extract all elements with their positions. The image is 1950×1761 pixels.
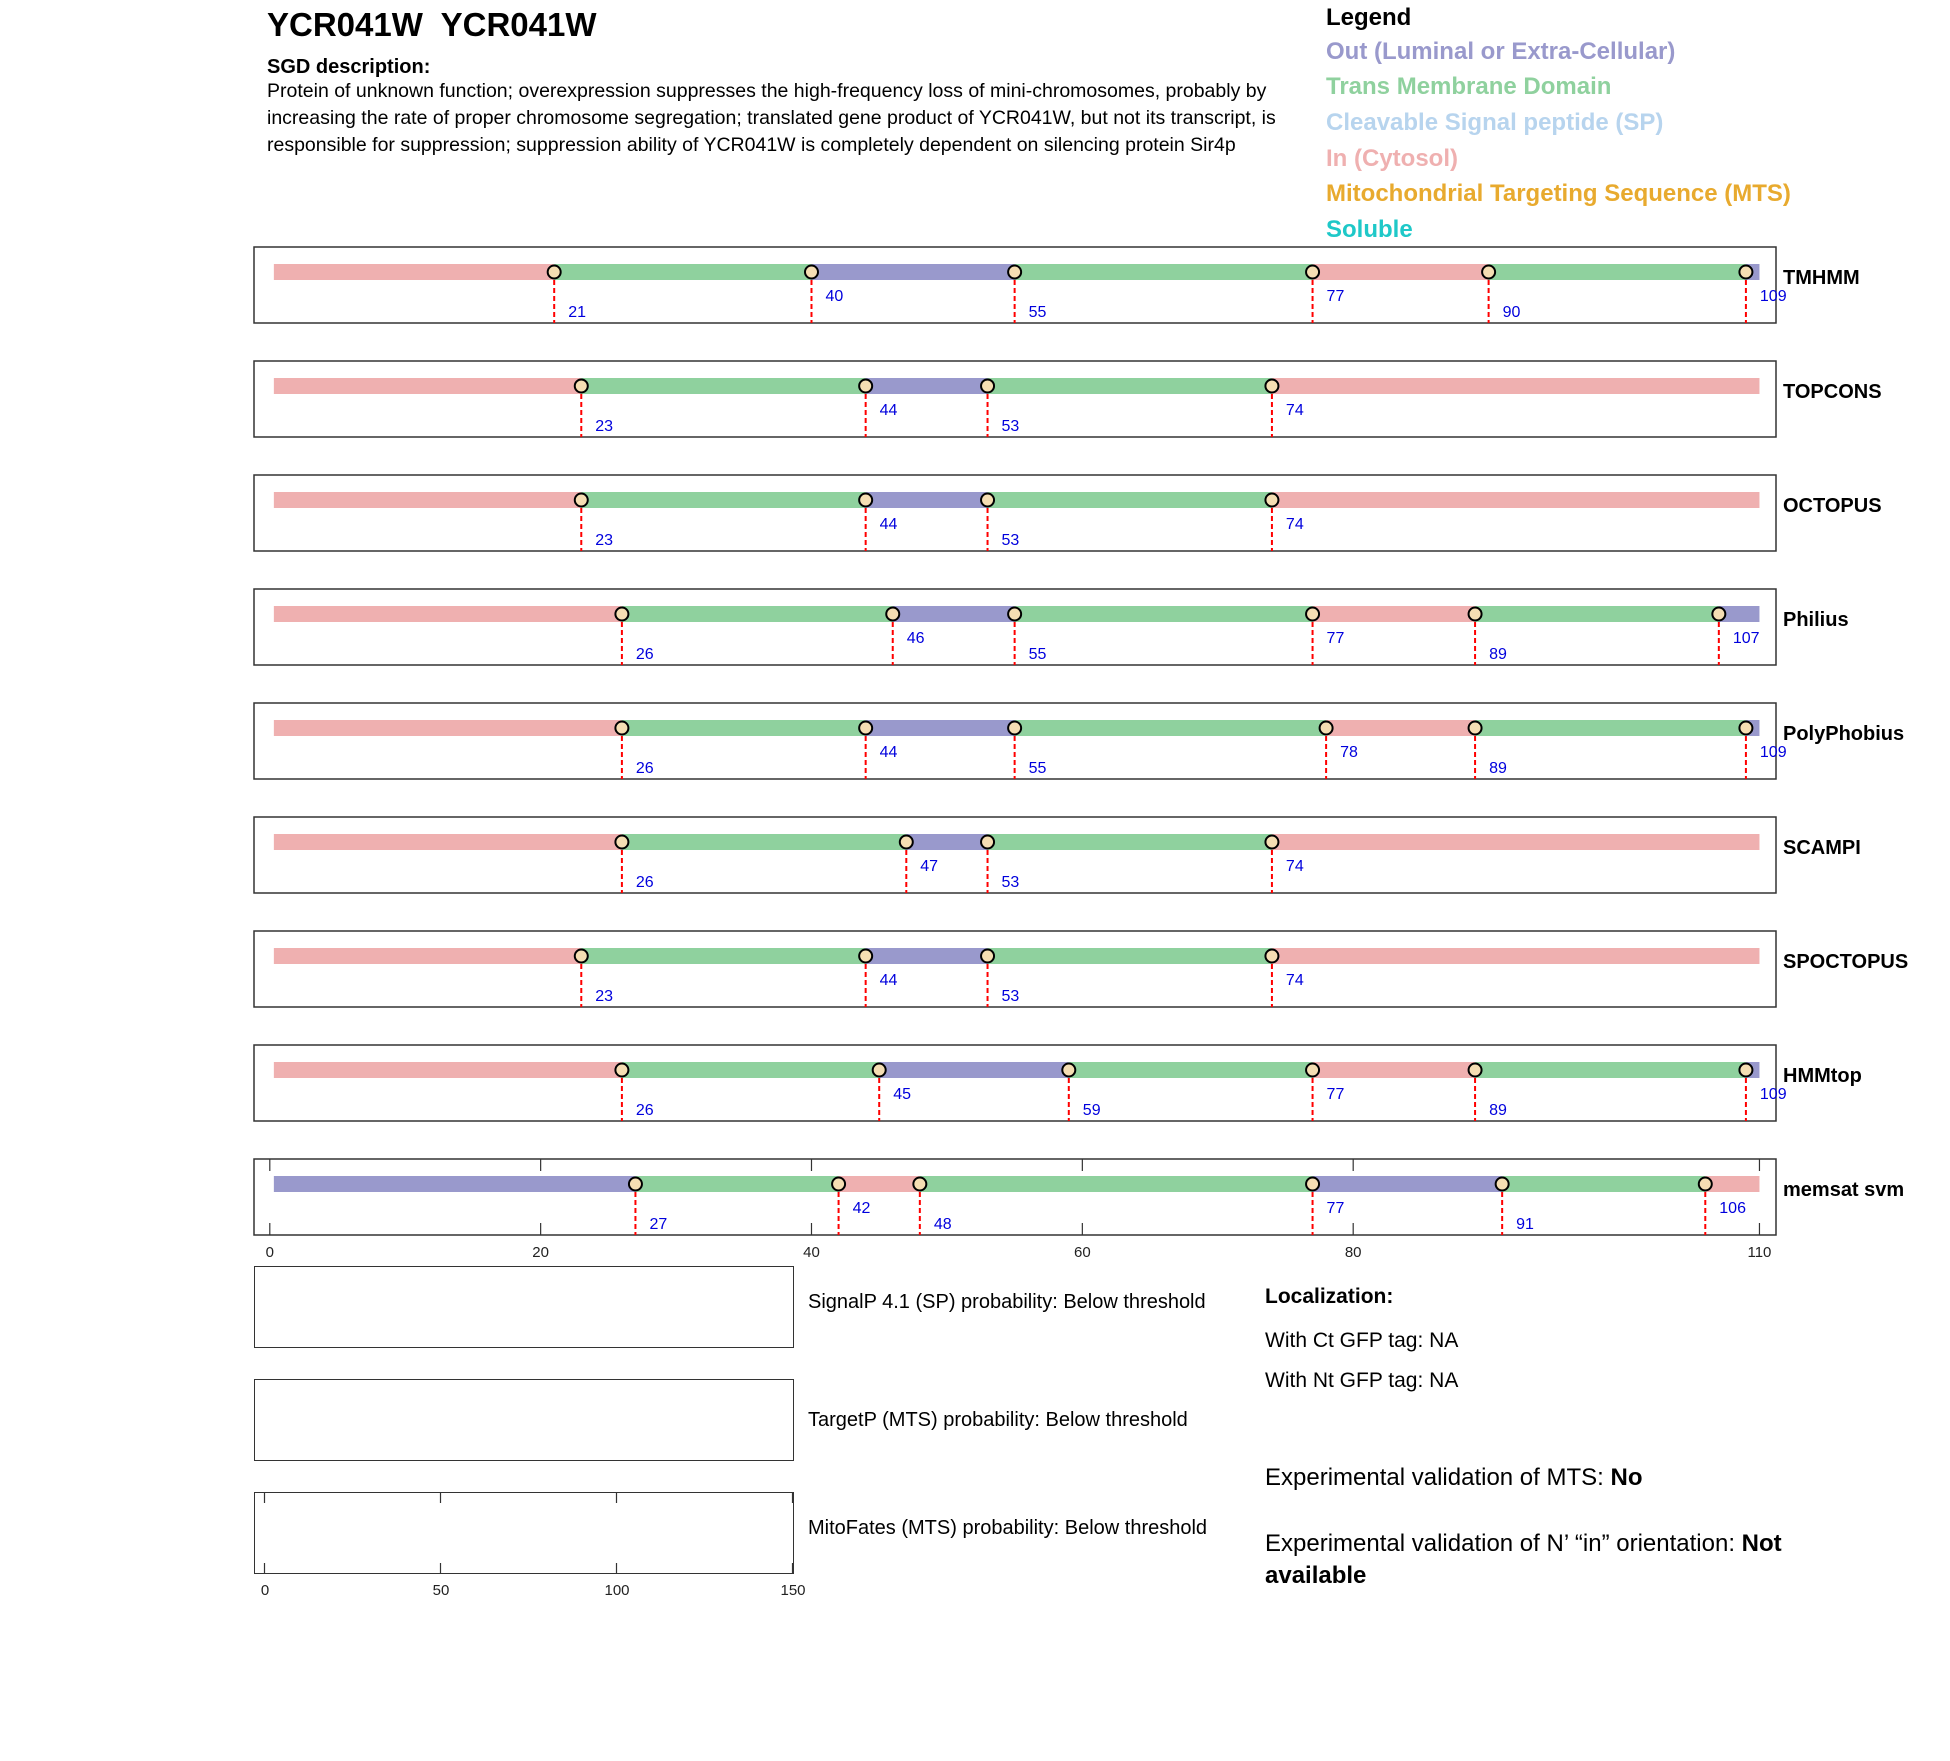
predictor-label: TMHMM: [1783, 267, 1860, 289]
protein-title: YCR041W YCR041W: [267, 6, 597, 43]
boundary-marker: [900, 836, 913, 849]
predictor-label: PolyPhobius: [1783, 723, 1905, 745]
boundary-marker: [1306, 1178, 1319, 1191]
boundary-marker: [629, 1178, 642, 1191]
topology-segment-out: [879, 1062, 1069, 1078]
boundary-marker: [805, 266, 818, 279]
topology-segment-tm: [554, 264, 811, 280]
mitofates-probability-panel: [254, 1492, 794, 1574]
boundary-marker: [859, 950, 872, 963]
predictor-label: HMMtop: [1783, 1065, 1862, 1087]
topology-segment-tm: [1015, 720, 1326, 736]
boundary-label: 53: [1001, 532, 1020, 549]
boundary-marker: [981, 494, 994, 507]
localization-ct: With Ct GFP tag: NA: [1265, 1329, 1459, 1352]
boundary-label: 77: [1326, 1200, 1345, 1217]
topology-segment-tm: [988, 492, 1272, 508]
boundary-marker: [615, 608, 628, 621]
boundary-marker: [886, 608, 899, 621]
topology-segment-out: [906, 834, 987, 850]
topology-segment-out: [893, 606, 1015, 622]
topology-segment-in: [1313, 606, 1476, 622]
boundary-marker: [1320, 722, 1333, 735]
topology-segment-tm: [1475, 606, 1719, 622]
legend-item-in: In (Cytosol): [1326, 145, 1458, 172]
topology-segment-out: [811, 264, 1014, 280]
boundary-marker: [1265, 494, 1278, 507]
boundary-label: 74: [1285, 402, 1304, 419]
topology-segment-in: [1326, 720, 1475, 736]
boundary-label: 55: [1028, 304, 1047, 321]
boundary-label: 27: [649, 1216, 668, 1233]
boundary-marker: [1712, 608, 1725, 621]
boundary-label: 89: [1489, 760, 1507, 777]
topology-segment-in: [1313, 1062, 1476, 1078]
boundary-label: 26: [635, 874, 654, 891]
experimental-orientation: [1265, 1528, 1865, 1592]
topology-segment-in: [274, 720, 622, 736]
boundary-label: 107: [1732, 630, 1760, 647]
boundary-marker: [1306, 266, 1319, 279]
boundary-label: 26: [635, 646, 654, 663]
topology-segment-tm: [581, 378, 865, 394]
probability-tick-label: 150: [780, 1582, 806, 1599]
boundary-marker: [575, 950, 588, 963]
topology-segment-in: [274, 948, 581, 964]
boundary-label: 26: [635, 760, 654, 777]
legend-item-tm: Trans Membrane Domain: [1326, 73, 1612, 100]
boundary-marker: [859, 722, 872, 735]
boundary-marker: [1482, 266, 1495, 279]
track-scampi: [254, 817, 1861, 893]
topology-segment-out: [1313, 1176, 1503, 1192]
boundary-label: 55: [1028, 646, 1047, 663]
boundary-marker: [1265, 380, 1278, 393]
boundary-label: 23: [595, 988, 614, 1005]
legend-item-mts: Mitochondrial Targeting Sequence (MTS): [1326, 180, 1791, 207]
boundary-label: 42: [852, 1200, 871, 1217]
predictor-label: TOPCONS: [1783, 381, 1882, 403]
topology-segment-tm: [1475, 1062, 1746, 1078]
topology-segment-in: [1272, 948, 1760, 964]
topology-segment-in: [1705, 1176, 1759, 1192]
boundary-marker: [981, 950, 994, 963]
topology-segment-tm: [622, 834, 906, 850]
boundary-marker: [981, 836, 994, 849]
topology-segment-out: [866, 948, 988, 964]
boundary-marker: [1265, 950, 1278, 963]
topology-segment-tm: [920, 1176, 1313, 1192]
predictor-label: OCTOPUS: [1783, 495, 1882, 517]
boundary-label: 106: [1719, 1200, 1746, 1217]
topology-segment-tm: [622, 720, 866, 736]
boundary-label: 23: [595, 418, 614, 435]
topology-segment-tm: [1489, 264, 1746, 280]
boundary-label: 74: [1285, 972, 1304, 989]
boundary-marker: [1265, 836, 1278, 849]
boundary-label: 44: [879, 744, 898, 761]
boundary-marker: [1739, 266, 1752, 279]
boundary-marker: [1469, 1064, 1482, 1077]
experimental-orientation-value: Not available: [1265, 1530, 1782, 1589]
mitofates-probability-label: MitoFates (MTS) probability: Below threshold: [808, 1517, 1208, 1539]
track-tmhmm: [254, 247, 1860, 323]
topology-segment-tm: [1069, 1062, 1313, 1078]
track-memsat-svm: [254, 1159, 1904, 1235]
experimental-mts-value: No: [1610, 1464, 1643, 1491]
boundary-label: 44: [879, 402, 898, 419]
boundary-label: 23: [595, 532, 614, 549]
localization-title: Localization:: [1265, 1285, 1394, 1308]
boundary-marker: [615, 836, 628, 849]
topology-segment-tm: [635, 1176, 838, 1192]
topology-segment-in: [274, 378, 581, 394]
experimental-mts: [1265, 1462, 1865, 1494]
boundary-marker: [1739, 722, 1752, 735]
boundary-label: 53: [1001, 988, 1020, 1005]
boundary-label: 21: [568, 304, 586, 321]
boundary-marker: [859, 494, 872, 507]
boundary-label: 45: [893, 1086, 912, 1103]
boundary-marker: [1469, 722, 1482, 735]
boundary-marker: [981, 380, 994, 393]
track-frame: [254, 1159, 1776, 1235]
topology-segment-tm: [1502, 1176, 1705, 1192]
probability-tick-label: 50: [432, 1582, 450, 1599]
topology-segment-in: [1313, 264, 1489, 280]
track-frame: [254, 1045, 1776, 1121]
topology-segment-in: [1272, 834, 1760, 850]
boundary-marker: [575, 494, 588, 507]
probability-tick-label: 100: [604, 1582, 630, 1599]
topology-segment-tm: [1015, 264, 1313, 280]
sgd-description-text: Protein of unknown function; overexpression suppresses the high-frequency loss of mini-chromosomes, probably by increasing the rate of proper chromosome segregation; translated gene product of YCR041W, but not its transcript, is responsible for suppression; suppression ability of YCR041W is completely dependent on silencing protein Sir4p: [267, 80, 1276, 156]
topology-segment-in: [274, 264, 554, 280]
track-philius: [254, 589, 1849, 665]
predictor-label: SCAMPI: [1783, 837, 1861, 859]
boundary-label: 77: [1326, 1086, 1345, 1103]
topology-segment-tm: [581, 492, 865, 508]
boundary-marker: [832, 1178, 845, 1191]
boundary-label: 47: [920, 858, 939, 875]
signalp-probability-panel: [254, 1266, 794, 1348]
legend-item-soluble: Soluble: [1326, 216, 1413, 243]
topology-segment-tm: [988, 834, 1272, 850]
boundary-label: 77: [1326, 630, 1345, 647]
predictor-label: Philius: [1783, 609, 1849, 631]
topology-segment-out: [274, 1176, 636, 1192]
boundary-marker: [1699, 1178, 1712, 1191]
track-polyphobius: [254, 703, 1904, 779]
boundary-marker: [548, 266, 561, 279]
topology-segment-in: [274, 834, 622, 850]
boundary-marker: [1496, 1178, 1509, 1191]
track-topcons: [254, 361, 1882, 437]
x-tick-label: 110: [1747, 1244, 1772, 1261]
boundary-label: 109: [1759, 288, 1787, 305]
track-hmmtop: [254, 1045, 1862, 1121]
topology-segment-in: [1272, 378, 1760, 394]
boundary-label: 26: [635, 1102, 654, 1119]
topology-segment-tm: [988, 378, 1272, 394]
boundary-label: 44: [879, 516, 898, 533]
boundary-label: 89: [1489, 646, 1507, 663]
topology-segment-tm: [1475, 720, 1746, 736]
boundary-label: 109: [1759, 744, 1787, 761]
boundary-label: 74: [1285, 858, 1304, 875]
legend-item-sp: Cleavable Signal peptide (SP): [1326, 109, 1664, 136]
boundary-label: 55: [1028, 760, 1047, 777]
boundary-label: 48: [933, 1216, 952, 1233]
experimental-orientation-prefix: Experimental validation of N’ “in” orientation:: [1265, 1530, 1742, 1557]
x-tick-label: 80: [1344, 1244, 1362, 1261]
boundary-label: 46: [906, 630, 925, 647]
topology-segment-tm: [1015, 606, 1313, 622]
boundary-label: 91: [1516, 1216, 1534, 1233]
topology-segment-in: [274, 1062, 622, 1078]
topology-segment-tm: [622, 606, 893, 622]
boundary-label: 59: [1082, 1102, 1101, 1119]
boundary-label: 109: [1759, 1086, 1787, 1103]
legend-title: Legend: [1326, 4, 1412, 31]
boundary-label: 89: [1489, 1102, 1507, 1119]
topology-segment-in: [1272, 492, 1760, 508]
mitofates-axis-ticks: [255, 1493, 793, 1573]
topology-segment-out: [866, 492, 988, 508]
boundary-marker: [1306, 608, 1319, 621]
boundary-label: 90: [1502, 304, 1521, 321]
boundary-marker: [1008, 722, 1021, 735]
x-tick-label: 40: [803, 1244, 820, 1261]
boundary-marker: [1469, 608, 1482, 621]
topology-segment-out: [866, 378, 988, 394]
experimental-mts-prefix: Experimental validation of MTS:: [1265, 1464, 1611, 1491]
topology-segment-tm: [622, 1062, 879, 1078]
topology-segment-tm: [988, 948, 1272, 964]
boundary-marker: [873, 1064, 886, 1077]
predictor-label: SPOCTOPUS: [1783, 951, 1909, 973]
signalp-probability-label: SignalP 4.1 (SP) probability: Below threshold: [808, 1291, 1206, 1313]
probability-tick-label: 0: [260, 1582, 270, 1599]
boundary-marker: [1739, 1064, 1752, 1077]
topology-segment-out: [866, 720, 1015, 736]
track-spoctopus: [254, 931, 1908, 1007]
topology-segment-in: [839, 1176, 920, 1192]
targetp-probability-panel: [254, 1379, 794, 1461]
x-tick-label: 60: [1073, 1244, 1091, 1261]
boundary-marker: [575, 380, 588, 393]
track-octopus: [254, 475, 1882, 551]
topology-segment-tm: [581, 948, 865, 964]
topology-segment-in: [274, 606, 622, 622]
boundary-marker: [1008, 608, 1021, 621]
boundary-label: 40: [825, 288, 844, 305]
boundary-label: 77: [1326, 288, 1345, 305]
boundary-label: 53: [1001, 418, 1020, 435]
boundary-marker: [1062, 1064, 1075, 1077]
boundary-marker: [859, 380, 872, 393]
predictor-label: memsat svm: [1783, 1179, 1905, 1201]
boundary-label: 74: [1285, 516, 1304, 533]
x-tick-label: 20: [532, 1244, 549, 1261]
boundary-label: 44: [879, 972, 898, 989]
boundary-label: 53: [1001, 874, 1020, 891]
boundary-marker: [913, 1178, 926, 1191]
boundary-marker: [1306, 1064, 1319, 1077]
boundary-marker: [1008, 266, 1021, 279]
localization-nt: With Nt GFP tag: NA: [1265, 1369, 1459, 1392]
boundary-marker: [615, 722, 628, 735]
boundary-marker: [615, 1064, 628, 1077]
legend-item-out: Out (Luminal or Extra-Cellular): [1326, 38, 1676, 65]
targetp-probability-label: TargetP (MTS) probability: Below threshold: [808, 1409, 1188, 1431]
boundary-label: 78: [1340, 744, 1358, 761]
sgd-description-label: SGD description:: [267, 56, 431, 78]
x-tick-label: 0: [265, 1244, 274, 1261]
topology-segment-in: [274, 492, 581, 508]
